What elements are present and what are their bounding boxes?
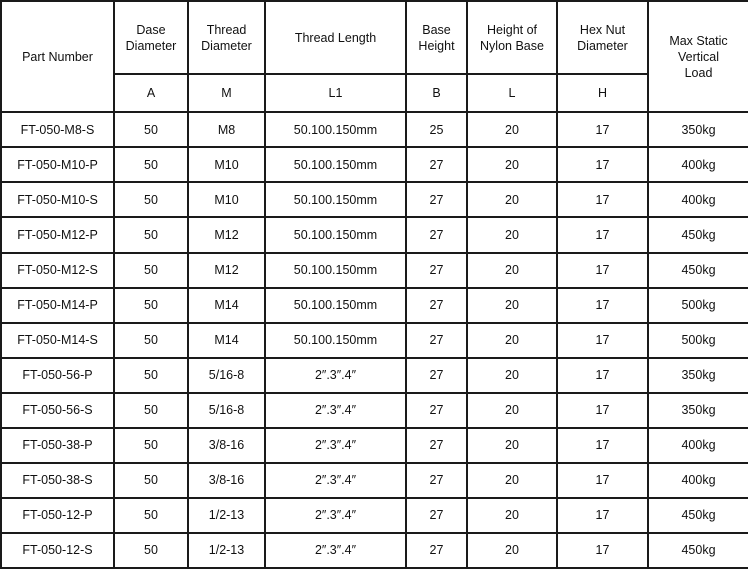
cell-max-static-load: 400kg — [648, 147, 748, 182]
cell-thread-length: 50.100.150mm — [265, 217, 406, 252]
cell-thread-length: 2″.3″.4″ — [265, 428, 406, 463]
cell-thread-diameter: 3/8-16 — [188, 428, 265, 463]
cell-thread-length: 50.100.150mm — [265, 112, 406, 147]
cell-base-diameter: 50 — [114, 217, 188, 252]
cell-nylon-base-height: 20 — [467, 288, 557, 323]
cell-thread-diameter: 1/2-13 — [188, 533, 265, 568]
table-row — [1, 393, 748, 428]
cell-thread-diameter: 5/16-8 — [188, 358, 265, 393]
cell-thread-length: 2″.3″.4″ — [265, 463, 406, 498]
cell-part-number: FT-050-M10-P — [1, 147, 114, 182]
cell-nylon-base-height: 20 — [467, 358, 557, 393]
cell-part-number: FT-050-M14-S — [1, 323, 114, 358]
cell-thread-diameter: 5/16-8 — [188, 393, 265, 428]
code-m: M — [188, 74, 265, 112]
code-b: B — [406, 74, 467, 112]
cell-part-number: FT-050-M12-S — [1, 253, 114, 288]
cell-thread-length: 50.100.150mm — [265, 253, 406, 288]
cell-base-height: 27 — [406, 217, 467, 252]
header-base-height: Base Height — [406, 1, 467, 74]
cell-part-number: FT-050-12-S — [1, 533, 114, 568]
cell-max-static-load: 500kg — [648, 323, 748, 358]
header-row — [1, 1, 748, 74]
cell-base-diameter: 50 — [114, 393, 188, 428]
cell-part-number: FT-050-M14-P — [1, 288, 114, 323]
cell-nylon-base-height: 20 — [467, 428, 557, 463]
cell-max-static-load: 450kg — [648, 533, 748, 568]
table-row — [1, 323, 748, 358]
cell-thread-diameter: M8 — [188, 112, 265, 147]
header-thread-length: Thread Length — [265, 1, 406, 74]
cell-part-number: FT-050-M10-S — [1, 182, 114, 217]
cell-base-diameter: 50 — [114, 323, 188, 358]
cell-base-diameter: 50 — [114, 498, 188, 533]
cell-hex-nut-diameter: 17 — [557, 288, 648, 323]
cell-base-height: 25 — [406, 112, 467, 147]
code-l: L — [467, 74, 557, 112]
cell-base-diameter: 50 — [114, 253, 188, 288]
header-base-diameter: Dase Diameter — [114, 1, 188, 74]
cell-thread-diameter: M12 — [188, 253, 265, 288]
cell-hex-nut-diameter: 17 — [557, 533, 648, 568]
cell-max-static-load: 400kg — [648, 182, 748, 217]
code-h: H — [557, 74, 648, 112]
cell-max-static-load: 350kg — [648, 393, 748, 428]
table-row — [1, 288, 748, 323]
table-row — [1, 147, 748, 182]
cell-base-height: 27 — [406, 358, 467, 393]
cell-hex-nut-diameter: 17 — [557, 358, 648, 393]
header-hex-nut-diameter: Hex Nut Diameter — [557, 1, 648, 74]
cell-thread-length: 2″.3″.4″ — [265, 358, 406, 393]
table-row — [1, 463, 748, 498]
cell-thread-diameter: 3/8-16 — [188, 463, 265, 498]
cell-nylon-base-height: 20 — [467, 112, 557, 147]
header-max-static-load: Max Static Vertical Load — [648, 1, 748, 112]
cell-part-number: FT-050-56-P — [1, 358, 114, 393]
cell-nylon-base-height: 20 — [467, 217, 557, 252]
cell-base-height: 27 — [406, 253, 467, 288]
header-thread-diameter: Thread Diameter — [188, 1, 265, 74]
cell-hex-nut-diameter: 17 — [557, 323, 648, 358]
cell-nylon-base-height: 20 — [467, 253, 557, 288]
cell-base-height: 27 — [406, 182, 467, 217]
cell-thread-length: 50.100.150mm — [265, 182, 406, 217]
cell-hex-nut-diameter: 17 — [557, 217, 648, 252]
cell-nylon-base-height: 20 — [467, 393, 557, 428]
cell-base-diameter: 50 — [114, 112, 188, 147]
table-row — [1, 428, 748, 463]
cell-part-number: FT-050-56-S — [1, 393, 114, 428]
table-row — [1, 498, 748, 533]
cell-thread-diameter: M10 — [188, 147, 265, 182]
cell-part-number: FT-050-38-P — [1, 428, 114, 463]
cell-base-diameter: 50 — [114, 358, 188, 393]
cell-base-diameter: 50 — [114, 428, 188, 463]
cell-max-static-load: 500kg — [648, 288, 748, 323]
cell-max-static-load: 450kg — [648, 498, 748, 533]
cell-nylon-base-height: 20 — [467, 147, 557, 182]
cell-base-height: 27 — [406, 147, 467, 182]
table-body — [1, 112, 748, 568]
cell-hex-nut-diameter: 17 — [557, 253, 648, 288]
cell-thread-length: 2″.3″.4″ — [265, 533, 406, 568]
cell-thread-length: 2″.3″.4″ — [265, 498, 406, 533]
cell-thread-length: 50.100.150mm — [265, 147, 406, 182]
cell-base-diameter: 50 — [114, 182, 188, 217]
cell-nylon-base-height: 20 — [467, 533, 557, 568]
code-l1: L1 — [265, 74, 406, 112]
table-row — [1, 182, 748, 217]
cell-hex-nut-diameter: 17 — [557, 463, 648, 498]
cell-thread-length: 50.100.150mm — [265, 288, 406, 323]
cell-max-static-load: 350kg — [648, 112, 748, 147]
cell-nylon-base-height: 20 — [467, 498, 557, 533]
cell-base-height: 27 — [406, 323, 467, 358]
table-row — [1, 217, 748, 252]
table-row — [1, 533, 748, 568]
cell-thread-diameter: M14 — [188, 323, 265, 358]
cell-base-diameter: 50 — [114, 533, 188, 568]
cell-hex-nut-diameter: 17 — [557, 498, 648, 533]
cell-base-height: 27 — [406, 393, 467, 428]
cell-thread-length: 2″.3″.4″ — [265, 393, 406, 428]
cell-hex-nut-diameter: 17 — [557, 182, 648, 217]
cell-base-height: 27 — [406, 533, 467, 568]
table-row — [1, 112, 748, 147]
header-code-row — [1, 74, 748, 112]
cell-hex-nut-diameter: 17 — [557, 147, 648, 182]
cell-max-static-load: 450kg — [648, 217, 748, 252]
cell-part-number: FT-050-M8-S — [1, 112, 114, 147]
cell-nylon-base-height: 20 — [467, 323, 557, 358]
cell-max-static-load: 350kg — [648, 358, 748, 393]
cell-hex-nut-diameter: 17 — [557, 393, 648, 428]
cell-nylon-base-height: 20 — [467, 182, 557, 217]
cell-thread-diameter: M12 — [188, 217, 265, 252]
header-part-number: Part Number — [1, 1, 114, 112]
cell-thread-length: 50.100.150mm — [265, 323, 406, 358]
cell-thread-diameter: M10 — [188, 182, 265, 217]
cell-part-number: FT-050-12-P — [1, 498, 114, 533]
cell-base-diameter: 50 — [114, 463, 188, 498]
cell-part-number: FT-050-M12-P — [1, 217, 114, 252]
cell-max-static-load: 450kg — [648, 253, 748, 288]
cell-hex-nut-diameter: 17 — [557, 428, 648, 463]
header-nylon-base-height: Height of Nylon Base — [467, 1, 557, 74]
cell-thread-diameter: 1/2-13 — [188, 498, 265, 533]
cell-base-height: 27 — [406, 428, 467, 463]
table-row — [1, 253, 748, 288]
cell-max-static-load: 400kg — [648, 428, 748, 463]
cell-base-height: 27 — [406, 288, 467, 323]
cell-thread-diameter: M14 — [188, 288, 265, 323]
cell-base-diameter: 50 — [114, 288, 188, 323]
code-a: A — [114, 74, 188, 112]
cell-max-static-load: 400kg — [648, 463, 748, 498]
cell-nylon-base-height: 20 — [467, 463, 557, 498]
table-row — [1, 358, 748, 393]
cell-base-height: 27 — [406, 498, 467, 533]
cell-hex-nut-diameter: 17 — [557, 112, 648, 147]
cell-base-diameter: 50 — [114, 147, 188, 182]
cell-part-number: FT-050-38-S — [1, 463, 114, 498]
cell-base-height: 27 — [406, 463, 467, 498]
